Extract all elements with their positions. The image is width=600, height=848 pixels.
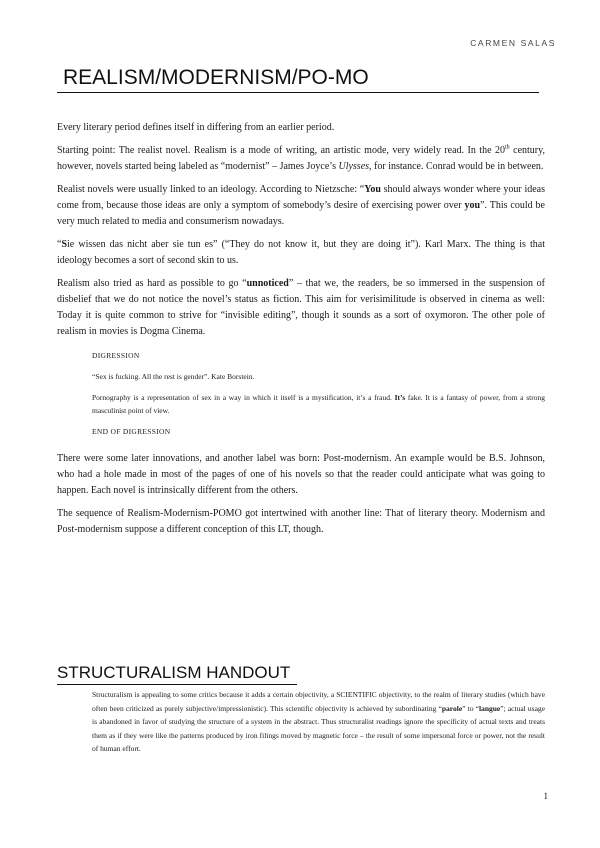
- bold-word: It’s: [394, 393, 406, 402]
- paragraph-text: There were some later innovations, and another label was born: Post-modernism. An example would be B.S. Johnson, who had a hole made in most of the pages of one of his novels so that the reader could anticipate what was going to happen. Each novel is intrinsically different from the others.: [57, 453, 545, 496]
- bold-word: parole: [441, 703, 463, 713]
- paragraph-text: , for instance. Conrad would be in between.: [369, 161, 544, 172]
- digression-pornography: [92, 391, 545, 417]
- paragraph-text: Starting point: The realist novel. Realism is a mode of writing, an artistic mode, very widely read. In the 20: [57, 145, 505, 156]
- paragraph-text: “: [57, 239, 62, 250]
- digression-block: [92, 349, 545, 438]
- structuralism-handout: [92, 688, 545, 756]
- paragraph-text: should always wonder where your ideas come from, because those ideas are only a symptom of somebody’s desire of exercising power over: [57, 184, 545, 211]
- main-body: [57, 120, 545, 545]
- paragraph-text: ”. This could be very much related to media and consumerism nowadays.: [57, 200, 545, 227]
- digression-quote: “Sex is fucking. All the rest is gender”. Kate Borstein.: [92, 372, 255, 381]
- paragraph-marx: [57, 237, 545, 269]
- structuralism-text: [92, 688, 545, 756]
- paragraph-text: Structuralism is appealing to some critics because it adds a certain objectivity, a SCIENTIFIC objectivity, to the realm of literary studies (which have often been criticized as purely subjective/impressionistic). This scientific objectivity is achieved by subordinating “: [92, 690, 545, 713]
- paragraph-text: Every literary period defines itself in differing from an earlier period.: [57, 122, 335, 133]
- structuralism-heading-underline: [57, 662, 297, 685]
- bold-word: langue: [479, 703, 501, 713]
- paragraph-text: ie wissen das nicht aber sie tun es” (“They do not know it, but they are doing it”). Karl Marx. The thing is that ideology becomes a sort of second skin to us.: [57, 239, 545, 266]
- paragraph-nietzsche: [57, 182, 545, 230]
- paragraph-text: century, however, novels started being labeled as “modernist” – James Joyce’s: [57, 145, 545, 172]
- page-title: REALISM/MODERNISM/PO-MO: [63, 66, 369, 89]
- italic-title: Ulysses: [338, 161, 370, 172]
- paragraph-text: fake. It is a fantasy of power, from a strong masculinist point of view.: [92, 393, 545, 415]
- bold-word: You: [364, 184, 381, 195]
- superscript: th: [505, 144, 510, 151]
- bold-word: you: [464, 200, 481, 211]
- title-underline: [57, 64, 539, 93]
- bold-letter: S: [61, 239, 68, 250]
- paragraph-unnoticed: [57, 276, 545, 340]
- paragraph-text: Pornography is a representation of sex in a way in which it itself is a mystification, it’s a fraud.: [92, 393, 395, 402]
- paragraph-sequence: [57, 506, 545, 538]
- paragraph-intro: [57, 120, 545, 136]
- author-header: CARMEN SALAS: [470, 38, 556, 48]
- paragraph-text: Realist novels were usually linked to an ideology. According to Nietzsche: “: [57, 184, 365, 195]
- bold-word: unnoticed: [246, 278, 289, 289]
- paragraph-text: The sequence of Realism-Modernism-POMO got intertwined with another line: That of literary theory. Modernism and Post-modernism suppose a different conception of this LT, though.: [57, 508, 545, 535]
- paragraph-text: ”; actual usage is abandoned in favor of studying the structure of a system in the abstract. Thus structuralist readings ignore the specificity of actual texts and treats them as if they were like the patterns produced by iron filings moved by magnetic force – the result of some impersonal force or power, not the result of human effort.: [92, 703, 546, 753]
- structuralism-heading: STRUCTURALISM HANDOUT: [57, 663, 291, 682]
- paragraph-post-modernism: [57, 451, 545, 499]
- digression-start-label: DIGRESSION: [92, 351, 140, 360]
- digression-end-label: END OF DIGRESSION: [92, 427, 171, 436]
- paragraph-text: ” to “: [462, 703, 479, 713]
- paragraph-text: Realism also tried as hard as possible to go “: [57, 278, 247, 289]
- page-number: 1: [543, 791, 548, 801]
- paragraph-realist-novel: [57, 143, 545, 175]
- paragraph-text: ” – that we, the readers, be so immersed in the suspension of disbelief that we do not notice the novel’s status as fiction. This aim for verisimilitude is observed in cinema as well: Today it is quite common to strive for “invisible editing”, though it sounds as a sort of oxymoron. The other pole of realism in movies is Dogma Cinema.: [57, 278, 545, 337]
